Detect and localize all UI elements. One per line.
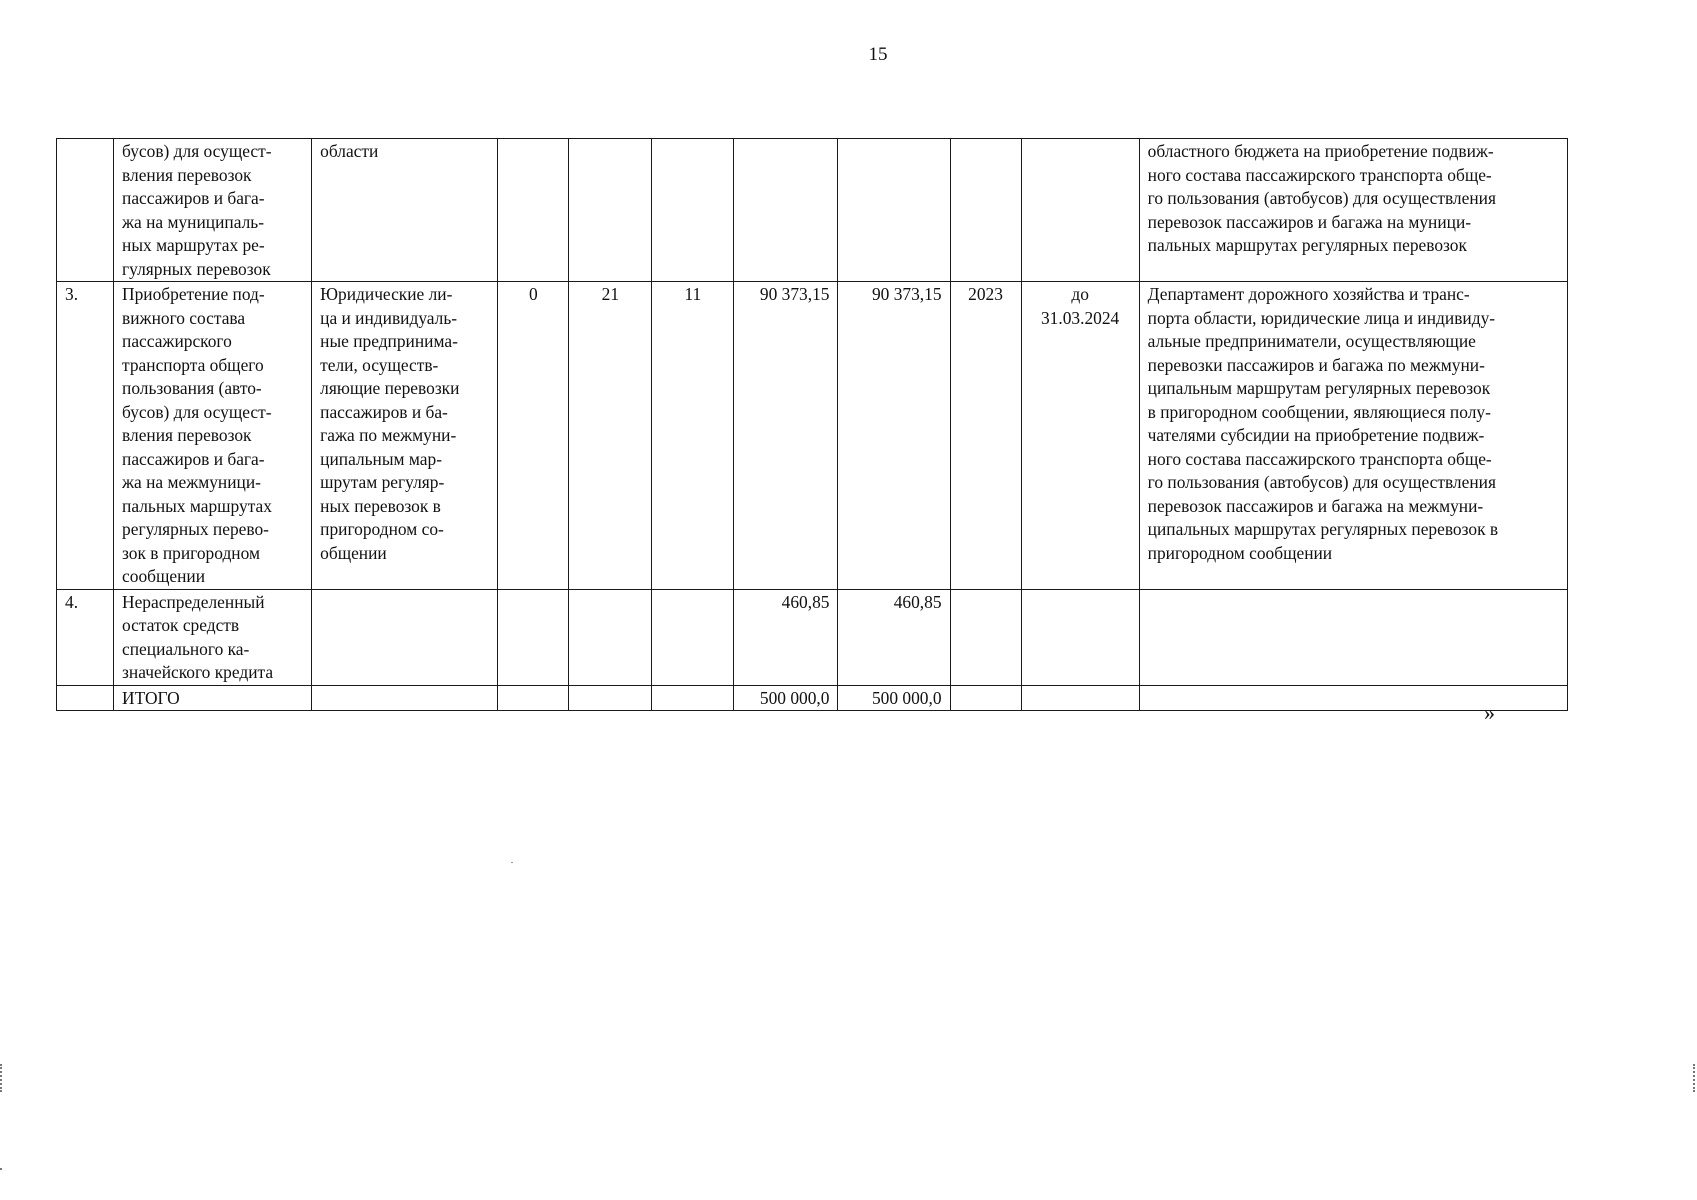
year-cell (950, 589, 1021, 685)
value-cell (569, 685, 652, 711)
row-number-cell: 3. (57, 282, 114, 590)
value-cell: 11 (652, 282, 734, 590)
row-number-cell (57, 139, 114, 282)
amount-cell: 90 373,15 (734, 282, 838, 590)
year-cell: 2023 (950, 282, 1021, 590)
recipient-cell: Юридические ли- ца и индивидуаль- ные предпринима- тели, осуществ- ляющие перевозки пассажиров и ба- гажа по межмуни- ципальным мар- шрутам регуляр- ных перевозок в пригородном со- общении (312, 282, 498, 590)
subsidy-table (56, 138, 1568, 711)
value-cell (652, 139, 734, 282)
scan-speck (511, 862, 513, 863)
deadline-cell (1021, 685, 1139, 711)
page-number: 15 (868, 44, 888, 65)
scan-edge-mark (0, 1168, 2, 1170)
row-number-cell: 4. (57, 589, 114, 685)
table-row-total (57, 685, 1568, 711)
value-cell (498, 139, 569, 282)
value-cell (569, 589, 652, 685)
value-cell: 21 (569, 282, 652, 590)
amount-cell: 500 000,0 (734, 685, 838, 711)
value-cell: 0 (498, 282, 569, 590)
scan-edge-mark (1693, 1064, 1697, 1092)
amount-cell (734, 139, 838, 282)
deadline-cell: до 31.03.2024 (1021, 282, 1139, 590)
value-cell (498, 589, 569, 685)
recipient-cell (312, 589, 498, 685)
measure-name-cell: Приобретение под- вижного состава пассажирского транспорта общего пользования (авто- бусов) для осущест- вления перевозок пассажиров и бага- жа на межмуници- пальных маршрутах регулярных перево- зок в пригородном сообщении (114, 282, 312, 590)
deadline-cell (1021, 139, 1139, 282)
year-cell (950, 139, 1021, 282)
year-cell (950, 685, 1021, 711)
responsible-description-cell: Департамент дорожного хозяйства и транс- порта области, юридические лица и индивиду- альные предприниматели, осуществляющие перевозки пассажиров и багажа по межмуни- ципальным маршрутам регулярных перевозок в пригородном сообщении, являющиеся полу- чателями субсидии на приобретение подвиж- ного состава пассажирского транспорта обще- го пользования (автобусов) для осуществления перевозок пассажиров и багажа на межмуни- ципальных маршрутах регулярных перевозок в пригородном сообщении (1139, 282, 1567, 590)
responsible-description-cell (1139, 685, 1567, 711)
value-cell (498, 685, 569, 711)
deadline-cell (1021, 589, 1139, 685)
amount-cell: 90 373,15 (838, 282, 950, 590)
amount-cell (838, 139, 950, 282)
value-cell (569, 139, 652, 282)
scan-edge-mark (0, 1064, 4, 1092)
table-row (57, 589, 1568, 685)
table-row (57, 139, 1568, 282)
amount-cell: 460,85 (734, 589, 838, 685)
value-cell (652, 685, 734, 711)
closing-quote: » (1484, 700, 1495, 725)
measure-name-cell: бусов) для осущест- вления перевозок пассажиров и бага- жа на муниципаль- ных маршрутах ре- гулярных перевозок (114, 139, 312, 282)
responsible-description-cell: областного бюджета на приобретение подвиж- ного состава пассажирского транспорта обще- го пользования (автобусов) для осуществления перевозок пассажиров и багажа на муници- пальных маршрутах регулярных перевозок (1139, 139, 1567, 282)
measure-name-cell: Нераспределенный остаток средств специального ка- значейского кредита (114, 589, 312, 685)
responsible-description-cell (1139, 589, 1567, 685)
table-row (57, 282, 1568, 590)
value-cell (652, 589, 734, 685)
recipient-cell (312, 685, 498, 711)
total-label-cell: ИТОГО (114, 685, 312, 711)
amount-cell: 500 000,0 (838, 685, 950, 711)
amount-cell: 460,85 (838, 589, 950, 685)
recipient-cell: области (312, 139, 498, 282)
row-number-cell (57, 685, 114, 711)
